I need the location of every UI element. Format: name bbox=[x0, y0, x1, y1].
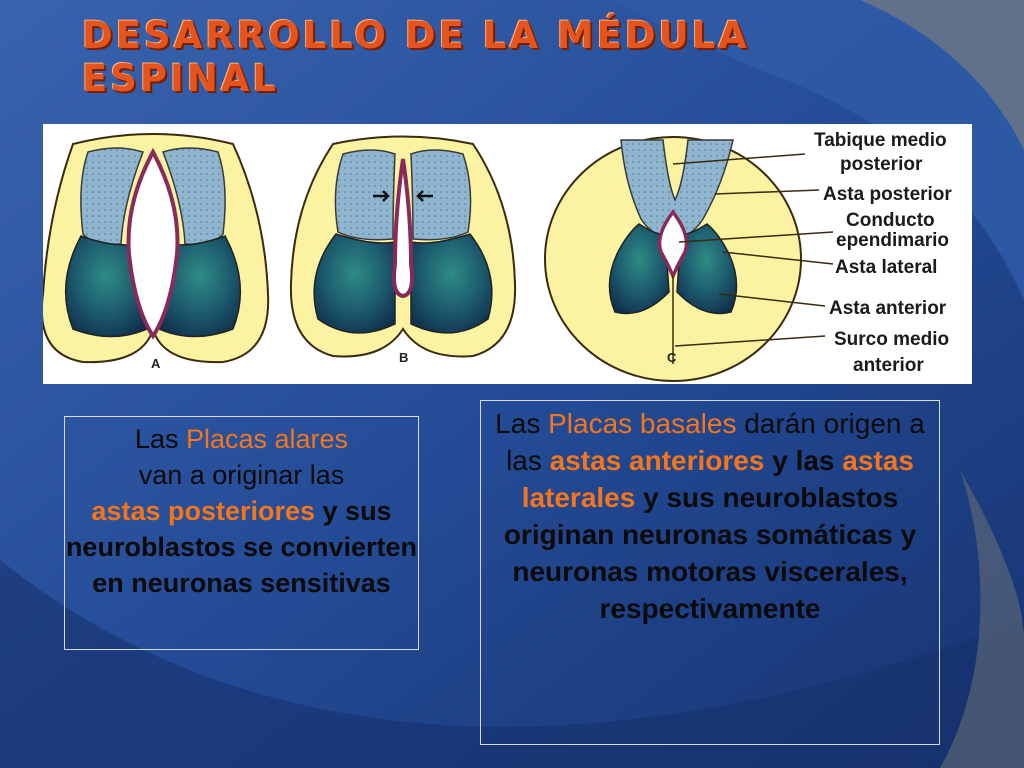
panel-letter-a: A bbox=[151, 356, 161, 371]
placas-alares-textbox bbox=[64, 416, 419, 650]
left-text-las: Las bbox=[134, 424, 186, 454]
label-tabique-line1: Tabique medio bbox=[814, 130, 947, 151]
panel-letter-b: B bbox=[399, 350, 409, 365]
right-text-las: Las bbox=[495, 408, 549, 439]
section-b bbox=[291, 137, 515, 357]
right-text-astas-laterales: astas laterales bbox=[521, 445, 914, 513]
label-asta-posterior: Asta posterior bbox=[823, 184, 952, 205]
spinal-cord-diagram bbox=[43, 124, 972, 384]
right-text-neuroblastos: y sus neuroblastos originan neuronas somáticas y neuronas motoras viscerales, respectivamente bbox=[503, 482, 917, 624]
slide-title: DESARROLLO DE LA MÉDULA ESPINAL bbox=[82, 14, 750, 100]
section-a bbox=[43, 134, 268, 362]
label-conducto-line2: ependimario bbox=[836, 230, 949, 251]
label-conducto-line1: Conducto bbox=[846, 210, 935, 231]
label-surco-line2: anterior bbox=[853, 355, 924, 376]
left-text-neuroblastos: y sus neuroblastos se convierten en neuronas sensitivas bbox=[65, 496, 418, 598]
label-tabique-line2: posterior bbox=[840, 154, 923, 175]
right-text-daran-origen: darán origen a las bbox=[506, 408, 925, 476]
spinal-cord-sections-illustration bbox=[43, 124, 972, 384]
left-text-astas-posteriores: astas posteriores bbox=[91, 496, 316, 526]
panel-letter-c: C bbox=[667, 350, 677, 365]
placas-basales-textbox bbox=[480, 400, 940, 745]
label-surco-line1: Surco medio bbox=[834, 329, 950, 350]
label-asta-anterior: Asta anterior bbox=[829, 298, 947, 319]
left-text-placas-alares: Placas alares bbox=[185, 424, 349, 454]
label-asta-lateral: Asta lateral bbox=[835, 257, 938, 278]
left-text-van-a-originar: van a originar las bbox=[138, 460, 345, 490]
right-text-placas-basales: Placas basales bbox=[548, 408, 737, 439]
right-text-astas-anteriores: astas anteriores bbox=[549, 445, 765, 476]
right-text-y-las: y las bbox=[764, 445, 843, 476]
